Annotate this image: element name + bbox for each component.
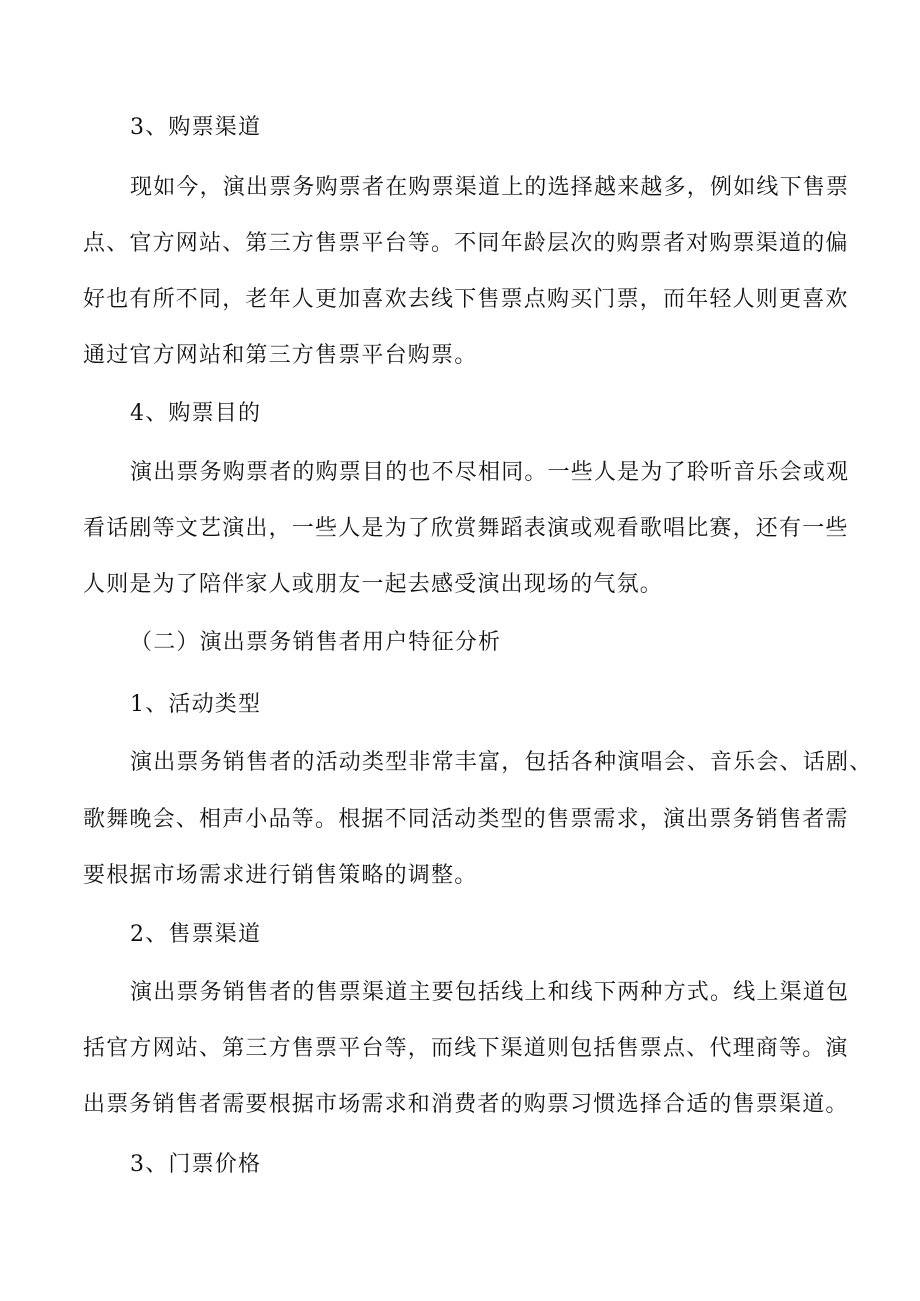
section-heading-seller-analysis: （二）演出票务销售者用户特征分析 xyxy=(130,630,502,655)
heading-sales-channels: 2、售票渠道 xyxy=(130,922,262,947)
paragraph-line: 演出票务销售者的售票渠道主要包括线上和线下两种方式。线上渠道包 xyxy=(130,980,850,1005)
heading-ticket-channels: 3、购票渠道 xyxy=(130,115,262,140)
paragraph-line: 点、官方网站、第三方售票平台等。不同年龄层次的购票者对购票渠道的偏 xyxy=(83,231,849,256)
paragraph-line: 要根据市场需求进行销售策略的调整。 xyxy=(83,863,478,888)
heading-ticket-price: 3、门票价格 xyxy=(130,1152,262,1177)
paragraph-line: 现如今，演出票务购票者在购票渠道上的选择越来越多，例如线下售票 xyxy=(130,175,850,200)
paragraph-line: 通过官方网站和第三方售票平台购票。 xyxy=(83,343,478,368)
heading-purchase-purpose: 4、购票目的 xyxy=(130,401,262,426)
heading-event-types: 1、活动类型 xyxy=(130,692,262,717)
paragraph-line: 演出票务购票者的购票目的也不尽相同。一些人是为了聆听音乐会或观 xyxy=(130,460,850,485)
paragraph-line: 看话剧等文艺演出，一些人是为了欣赏舞蹈表演或观看歌唱比赛，还有一些 xyxy=(83,516,849,541)
paragraph-line: 人则是为了陪伴家人或朋友一起去感受演出现场的气氛。 xyxy=(83,572,664,597)
paragraph-line: 出票务销售者需要根据市场需求和消费者的购票习惯选择合适的售票渠道。 xyxy=(83,1092,849,1117)
paragraph-line: 演出票务销售者的活动类型非常丰富，包括各种演唱会、音乐会、话剧、 xyxy=(130,750,873,775)
paragraph-line: 括官方网站、第三方售票平台等，而线下渠道则包括售票点、代理商等。演 xyxy=(83,1036,849,1061)
paragraph-line: 好也有所不同，老年人更加喜欢去线下售票点购买门票，而年轻人则更喜欢 xyxy=(83,287,849,312)
paragraph-line: 歌舞晚会、相声小品等。根据不同活动类型的售票需求，演出票务销售者需 xyxy=(83,807,849,832)
